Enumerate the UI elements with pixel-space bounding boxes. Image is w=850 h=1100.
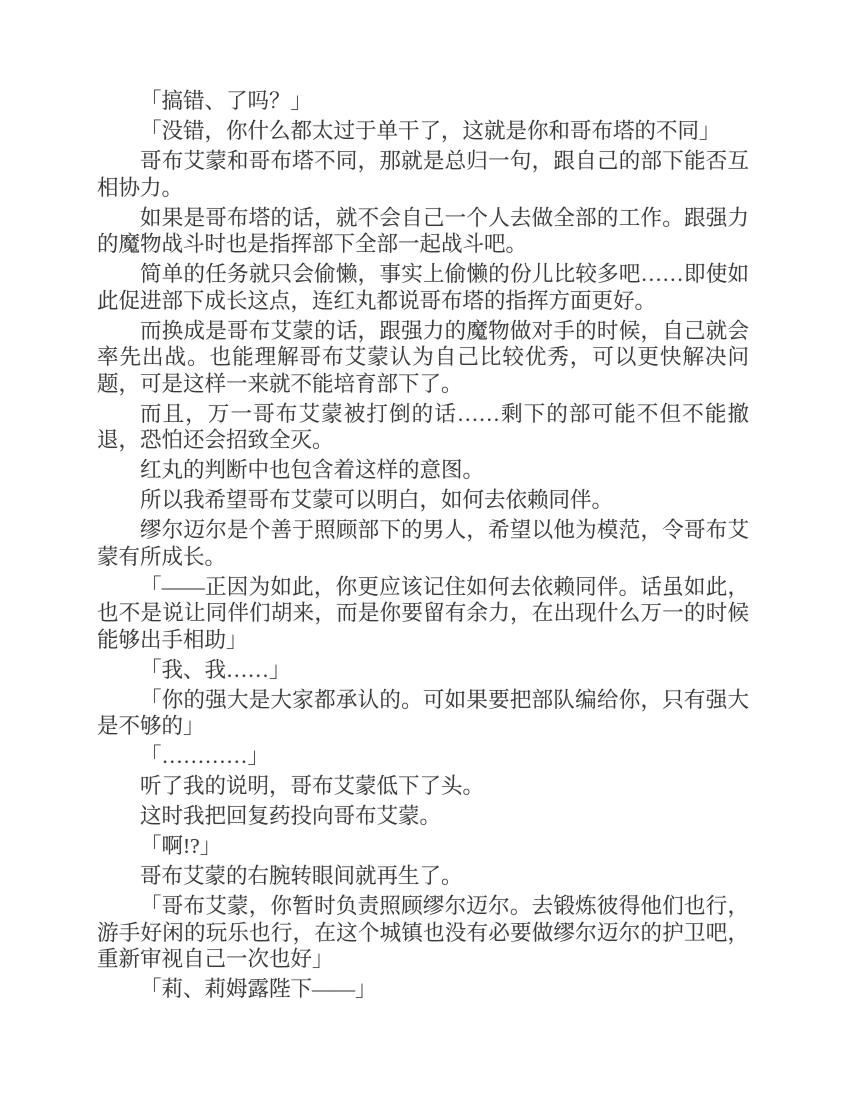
- dialogue-paragraph: 「啊!?」: [140, 834, 222, 858]
- dialogue-paragraph: 「…………」: [140, 744, 270, 768]
- narration-paragraph: 红丸的判断中也包含着这样的意图。: [140, 458, 485, 482]
- dialogue-paragraph: 「哥布艾蒙，你暂时负责照顾缪尔迈尔。去锻炼彼得他们也行，游手好闲的玩乐也行，在这个城镇也没有必要做缪尔迈尔的护卫吧，重新审视自己一次也好」: [97, 894, 749, 971]
- dialogue-paragraph: 「你的强大是大家都承认的。可如果要把部队编给你，只有强大是不够的」: [97, 687, 749, 738]
- narration-paragraph: 哥布艾蒙和哥布塔不同，那就是总归一句，跟自己的部下能否互相协力。: [97, 149, 749, 200]
- narration-paragraph: 所以我希望哥布艾蒙可以明白，如何去依赖同伴。: [140, 488, 614, 512]
- dialogue-paragraph: 「没错，你什么都太过于单干了，这就是你和哥布塔的不同」: [140, 119, 721, 143]
- dialogue-paragraph: 「搞错、了吗？」: [140, 89, 313, 113]
- narration-paragraph: 听了我的说明，哥布艾蒙低下了头。: [140, 774, 485, 798]
- dialogue-paragraph: 「莉、莉姆露陛下——」: [140, 977, 377, 1001]
- paragraph-list: [97, 88, 749, 1006]
- narration-paragraph: 如果是哥布塔的话，就不会自己一个人去做全部的工作。跟强力的魔物战斗时也是指挥部下全部一起战斗吧。: [97, 205, 749, 256]
- narration-paragraph: 这时我把回复药投向哥布艾蒙。: [140, 804, 442, 828]
- narration-paragraph: 简单的任务就只会偷懒，事实上偷懒的份儿比较多吧……即使如此促进部下成长这点，连红丸都说哥布塔的指挥方面更好。: [97, 262, 749, 313]
- dialogue-paragraph: 「——正因为如此，你更应该记住如何去依赖同伴。话虽如此，也不是说让同伴们胡来，而是你要留有余力，在出现什么万一的时候能够出手相助」: [97, 574, 749, 652]
- narration-paragraph: 而且，万一哥布艾蒙被打倒的话……剩下的部可能不但不能撤退，恐怕还会招致全灭。: [97, 401, 749, 452]
- narration-paragraph: 哥布艾蒙的右腕转眼间就再生了。: [140, 864, 463, 888]
- narration-paragraph: 缪尔迈尔是个善于照顾部下的男人，希望以他为模范，令哥布艾蒙有所成长。: [97, 518, 749, 569]
- dialogue-paragraph: 「我、我……」: [140, 657, 291, 682]
- narration-paragraph: 而换成是哥布艾蒙的话，跟强力的魔物做对手的时候，自己就会率先出战。也能理解哥布艾蒙认为自己比较优秀，可以更快解决问题，可是这样一来就不能培育部下了。: [97, 318, 749, 396]
